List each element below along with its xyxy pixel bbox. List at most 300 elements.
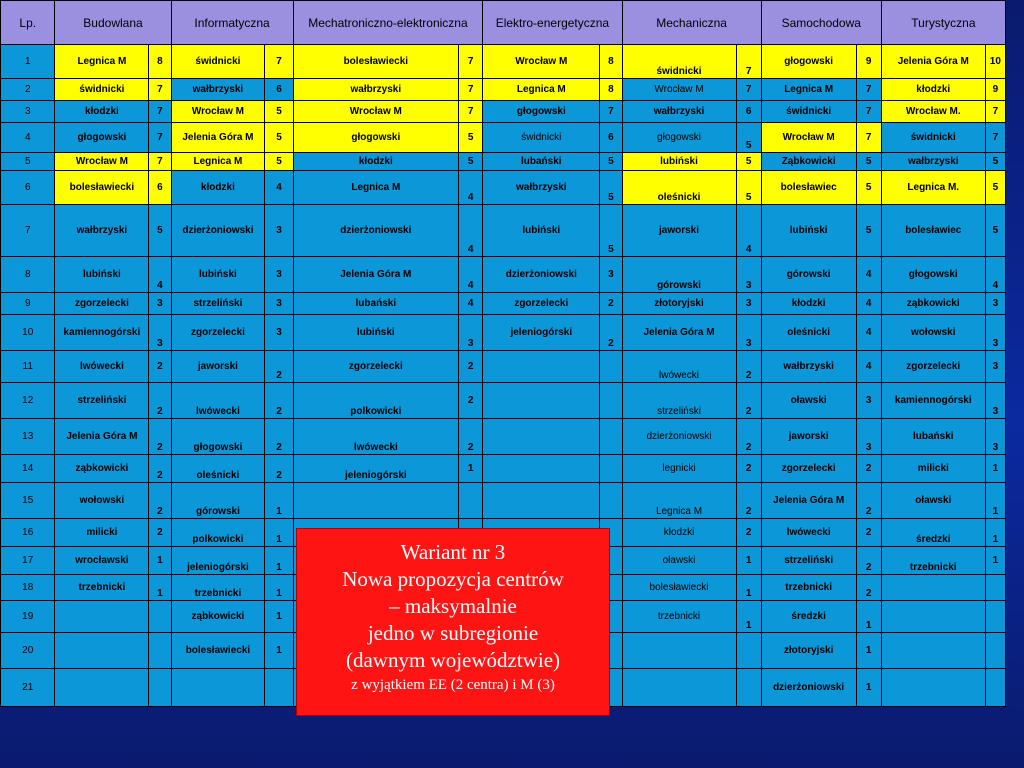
row-number: 13: [1, 419, 55, 455]
subregion-cell: polkowicki: [293, 383, 458, 419]
variant-note-box: [296, 528, 610, 716]
score-cell: 3: [459, 315, 483, 351]
subregion-cell: Wrocław M: [55, 153, 149, 171]
row-number: 6: [1, 171, 55, 205]
score-cell: 1: [459, 455, 483, 483]
subregion-cell: bolesławiec: [761, 171, 856, 205]
score-cell: 6: [149, 171, 171, 205]
score-cell: 1: [985, 483, 1005, 519]
score-cell: 2: [736, 519, 761, 547]
subregion-cell: [483, 483, 600, 519]
subregion-cell: lubiński: [55, 257, 149, 293]
subregion-cell: jeleniogórski: [483, 315, 600, 351]
subregion-cell: głogowski: [622, 123, 736, 153]
score-cell: 1: [265, 601, 293, 633]
header-samochodowa: Samochodowa: [761, 1, 881, 45]
subregion-cell: zgorzelecki: [881, 351, 985, 383]
score-cell: 7: [459, 101, 483, 123]
score-cell: 2: [600, 293, 622, 315]
subregion-cell: oleśnicki: [171, 455, 265, 483]
note-line-5: (dawnym województwie): [345, 648, 561, 672]
row-number: 10: [1, 315, 55, 351]
subregion-cell: trzebnicki: [622, 601, 736, 633]
subregion-cell: lubiński: [761, 205, 856, 257]
score-cell: 1: [856, 633, 881, 669]
score-cell: 7: [149, 123, 171, 153]
score-cell: 5: [459, 123, 483, 153]
score-cell: [265, 669, 293, 707]
subregion-cell: głogowski: [55, 123, 149, 153]
subregion-cell: wrocławski: [55, 547, 149, 575]
subregion-cell: świdnicki: [483, 123, 600, 153]
score-cell: 3: [149, 315, 171, 351]
subregion-cell: lwówecki: [622, 351, 736, 383]
subregion-cell: Jelenia Góra M: [622, 315, 736, 351]
score-cell: [600, 483, 622, 519]
subregion-cell: świdnicki: [761, 101, 856, 123]
subregion-cell: kłodzki: [293, 153, 458, 171]
subregion-cell: oławski: [881, 483, 985, 519]
row-number: 1: [1, 45, 55, 79]
score-cell: 3: [149, 293, 171, 315]
subregion-cell: dzierżoniowski: [761, 669, 856, 707]
subregion-cell: zgorzelecki: [55, 293, 149, 315]
note-line-4: jedno w subregionie: [367, 621, 539, 645]
subregion-cell: zgorzelecki: [483, 293, 600, 315]
subregion-cell: Jelenia Góra M: [881, 45, 985, 79]
subregion-cell: bolesławiecki: [171, 633, 265, 669]
subregion-cell: [55, 633, 149, 669]
subregion-cell: kłodzki: [55, 101, 149, 123]
subregion-cell: bolesławiecki: [622, 575, 736, 601]
subregion-cell: Legnica M: [761, 79, 856, 101]
subregion-cell: [881, 669, 985, 707]
score-cell: 2: [265, 419, 293, 455]
subregion-cell: Jelenia Góra M: [171, 123, 265, 153]
score-cell: 1: [856, 601, 881, 633]
score-cell: 1: [736, 547, 761, 575]
note-line-3: – maksymalnie: [389, 594, 517, 618]
row-number: 15: [1, 483, 55, 519]
subregion-cell: wałbrzyski: [483, 171, 600, 205]
score-cell: 4: [736, 205, 761, 257]
table-row: [1, 483, 1006, 519]
subregion-cell: oleśnicki: [761, 315, 856, 351]
score-cell: 5: [149, 205, 171, 257]
subregion-cell: średzki: [761, 601, 856, 633]
score-cell: 1: [985, 547, 1005, 575]
score-cell: 3: [736, 257, 761, 293]
score-cell: [985, 633, 1005, 669]
score-cell: 2: [856, 575, 881, 601]
score-cell: 2: [459, 351, 483, 383]
score-cell: 2: [149, 351, 171, 383]
subregion-cell: lubiński: [622, 153, 736, 171]
subregion-cell: Legnica M: [622, 483, 736, 519]
subregion-cell: kłodzki: [171, 171, 265, 205]
table-row: [1, 383, 1006, 419]
subregion-cell: Ząbkowicki: [761, 153, 856, 171]
subregion-cell: średzki: [881, 519, 985, 547]
subregion-cell: zgorzelecki: [761, 455, 856, 483]
score-cell: [736, 669, 761, 707]
score-cell: 5: [985, 153, 1005, 171]
score-cell: 2: [856, 519, 881, 547]
subregion-cell: lwówecki: [55, 351, 149, 383]
row-number: 19: [1, 601, 55, 633]
subregion-cell: świdnicki: [622, 45, 736, 79]
score-cell: 4: [459, 171, 483, 205]
score-cell: 2: [736, 483, 761, 519]
score-cell: 3: [985, 383, 1005, 419]
table-row: [1, 257, 1006, 293]
score-cell: 1: [265, 547, 293, 575]
score-cell: 3: [600, 257, 622, 293]
subregion-cell: Wrocław M: [622, 79, 736, 101]
subregion-cell: [483, 419, 600, 455]
subregion-cell: jeleniogórski: [293, 455, 458, 483]
subregion-cell: bolesławiecki: [55, 171, 149, 205]
subregion-cell: głogowski: [483, 101, 600, 123]
row-number: 7: [1, 205, 55, 257]
score-cell: 1: [265, 519, 293, 547]
score-cell: [985, 669, 1005, 707]
subregion-cell: górowski: [171, 483, 265, 519]
score-cell: 3: [736, 293, 761, 315]
subregion-cell: oleśnicki: [622, 171, 736, 205]
score-cell: 7: [856, 101, 881, 123]
subregion-cell: wałbrzyski: [171, 79, 265, 101]
subregion-cell: kamiennogórski: [55, 315, 149, 351]
subregion-cell: [881, 575, 985, 601]
subregion-cell: świdnicki: [55, 79, 149, 101]
subregion-cell: wałbrzyski: [622, 101, 736, 123]
subregion-cell: Wrocław M: [761, 123, 856, 153]
subregion-cell: ząbkowicki: [881, 293, 985, 315]
header-budowlana: Budowlana: [55, 1, 171, 45]
score-cell: [149, 669, 171, 707]
score-cell: 5: [856, 205, 881, 257]
score-cell: 1: [265, 633, 293, 669]
score-cell: 8: [600, 45, 622, 79]
subregion-cell: Legnica M.: [881, 171, 985, 205]
score-cell: 10: [985, 45, 1005, 79]
subregion-cell: Wrocław M: [171, 101, 265, 123]
score-cell: 1: [985, 455, 1005, 483]
subregion-cell: strzeliński: [622, 383, 736, 419]
score-cell: 4: [149, 257, 171, 293]
score-cell: 2: [149, 383, 171, 419]
subregion-cell: [622, 669, 736, 707]
subregion-cell: milicki: [55, 519, 149, 547]
table-row: [1, 123, 1006, 153]
row-number: 5: [1, 153, 55, 171]
score-cell: [149, 601, 171, 633]
subregion-cell: kłodzki: [622, 519, 736, 547]
subregion-cell: Wrocław M: [293, 101, 458, 123]
score-cell: 4: [459, 257, 483, 293]
score-cell: 5: [736, 153, 761, 171]
score-cell: [736, 633, 761, 669]
subregion-cell: [55, 669, 149, 707]
score-cell: 7: [265, 45, 293, 79]
score-cell: 5: [265, 123, 293, 153]
score-cell: 5: [600, 153, 622, 171]
subregion-cell: zgorzelecki: [293, 351, 458, 383]
subregion-cell: dzierżoniowski: [171, 205, 265, 257]
score-cell: 2: [149, 519, 171, 547]
score-cell: 3: [265, 205, 293, 257]
score-cell: 7: [985, 123, 1005, 153]
row-number: 4: [1, 123, 55, 153]
subregion-cell: trzebnicki: [881, 547, 985, 575]
subregion-cell: jaworski: [761, 419, 856, 455]
score-cell: 2: [736, 455, 761, 483]
subregion-cell: bolesławiecki: [293, 45, 458, 79]
subregion-cell: górowski: [622, 257, 736, 293]
score-cell: 6: [600, 123, 622, 153]
subregion-cell: Legnica M: [55, 45, 149, 79]
subregion-cell: wałbrzyski: [881, 153, 985, 171]
subregion-cell: Legnica M: [171, 153, 265, 171]
score-cell: [985, 575, 1005, 601]
subregion-cell: lubiński: [171, 257, 265, 293]
score-cell: [600, 351, 622, 383]
table-row: [1, 419, 1006, 455]
score-cell: 4: [459, 293, 483, 315]
score-cell: 4: [459, 205, 483, 257]
row-number: 17: [1, 547, 55, 575]
score-cell: 1: [149, 547, 171, 575]
subregion-cell: [55, 601, 149, 633]
subregion-cell: ząbkowicki: [171, 601, 265, 633]
subregion-cell: Legnica M: [483, 79, 600, 101]
row-number: 8: [1, 257, 55, 293]
score-cell: 8: [600, 79, 622, 101]
score-cell: 7: [736, 45, 761, 79]
subregion-cell: oławski: [622, 547, 736, 575]
score-cell: [459, 483, 483, 519]
score-cell: 4: [856, 351, 881, 383]
subregion-cell: kłodzki: [761, 293, 856, 315]
row-number: 14: [1, 455, 55, 483]
table-row: [1, 45, 1006, 79]
score-cell: 5: [600, 205, 622, 257]
subregion-cell: wałbrzyski: [761, 351, 856, 383]
subregion-cell: oławski: [761, 383, 856, 419]
score-cell: 3: [265, 315, 293, 351]
score-cell: 6: [736, 101, 761, 123]
header-mechaniczna: Mechaniczna: [622, 1, 761, 45]
subregion-cell: dzierżoniowski: [622, 419, 736, 455]
row-number: 3: [1, 101, 55, 123]
subregion-cell: strzeliński: [55, 383, 149, 419]
score-cell: 7: [459, 45, 483, 79]
subregion-cell: [881, 633, 985, 669]
subregion-cell: bolesławiec: [881, 205, 985, 257]
header-elektroenergetyczna: Elektro-energetyczna: [483, 1, 622, 45]
score-cell: 2: [600, 315, 622, 351]
score-cell: 7: [736, 79, 761, 101]
score-cell: 2: [736, 419, 761, 455]
subregion-cell: lwówecki: [293, 419, 458, 455]
subregion-cell: strzeliński: [761, 547, 856, 575]
score-cell: 2: [736, 351, 761, 383]
subregion-cell: górowski: [761, 257, 856, 293]
subregion-cell: Legnica M: [293, 171, 458, 205]
score-cell: 2: [149, 455, 171, 483]
subregion-cell: lubiński: [483, 205, 600, 257]
header-informatyczna: Informatyczna: [171, 1, 293, 45]
subregion-cell: jaworski: [171, 351, 265, 383]
subregion-cell: [483, 455, 600, 483]
subregion-cell: lubański: [293, 293, 458, 315]
subregion-cell: wałbrzyski: [293, 79, 458, 101]
score-cell: 1: [856, 669, 881, 707]
score-cell: 2: [459, 383, 483, 419]
score-cell: 1: [985, 519, 1005, 547]
table-row: [1, 101, 1006, 123]
score-cell: 5: [856, 153, 881, 171]
score-cell: 2: [459, 419, 483, 455]
subregion-cell: lwówecki: [171, 383, 265, 419]
row-number: 9: [1, 293, 55, 315]
score-cell: 7: [985, 101, 1005, 123]
score-cell: 3: [985, 419, 1005, 455]
table-row: [1, 171, 1006, 205]
score-cell: [149, 633, 171, 669]
subregion-cell: [293, 483, 458, 519]
subregion-cell: trzebnicki: [171, 575, 265, 601]
score-cell: 2: [149, 419, 171, 455]
score-cell: 2: [856, 547, 881, 575]
score-cell: 1: [265, 483, 293, 519]
subregion-cell: [483, 383, 600, 419]
score-cell: 4: [856, 315, 881, 351]
score-cell: 3: [736, 315, 761, 351]
subregion-cell: [881, 601, 985, 633]
header-turystyczna: Turystyczna: [881, 1, 1005, 45]
note-line-6: z wyjątkiem EE (2 centra) i M (3): [351, 677, 555, 693]
score-cell: 3: [856, 419, 881, 455]
subregion-cell: lubański: [881, 419, 985, 455]
subregion-cell: [171, 669, 265, 707]
header-lp: Lp.: [1, 1, 55, 45]
score-cell: 2: [149, 483, 171, 519]
score-cell: 9: [985, 79, 1005, 101]
row-number: 16: [1, 519, 55, 547]
score-cell: 2: [856, 483, 881, 519]
subregion-cell: lubański: [483, 153, 600, 171]
score-cell: [985, 601, 1005, 633]
subregion-cell: milicki: [881, 455, 985, 483]
row-number: 20: [1, 633, 55, 669]
score-cell: 5: [856, 171, 881, 205]
subregion-cell: legnicki: [622, 455, 736, 483]
score-cell: 7: [856, 79, 881, 101]
subregion-cell: głogowski: [881, 257, 985, 293]
score-cell: 3: [856, 383, 881, 419]
subregion-cell: złotoryjski: [761, 633, 856, 669]
score-cell: 2: [265, 383, 293, 419]
subregion-cell: głogowski: [171, 419, 265, 455]
table-row: [1, 455, 1006, 483]
subregion-cell: polkowicki: [171, 519, 265, 547]
subregion-cell: lubiński: [293, 315, 458, 351]
score-cell: 1: [265, 575, 293, 601]
score-cell: 3: [265, 257, 293, 293]
score-cell: 3: [265, 293, 293, 315]
subregion-cell: złotoryjski: [622, 293, 736, 315]
score-cell: 7: [149, 79, 171, 101]
score-cell: 3: [985, 351, 1005, 383]
subregion-cell: wołowski: [55, 483, 149, 519]
score-cell: 5: [985, 171, 1005, 205]
subregion-cell: Wrocław M: [483, 45, 600, 79]
score-cell: 5: [985, 205, 1005, 257]
score-cell: 5: [736, 171, 761, 205]
table-row: [1, 315, 1006, 351]
subregion-cell: wołowski: [881, 315, 985, 351]
subregion-cell: lwówecki: [761, 519, 856, 547]
score-cell: 1: [149, 575, 171, 601]
score-cell: 1: [736, 601, 761, 633]
table-row: [1, 351, 1006, 383]
score-cell: 5: [736, 123, 761, 153]
score-cell: 2: [265, 455, 293, 483]
score-cell: 1: [736, 575, 761, 601]
score-cell: 2: [856, 455, 881, 483]
subregion-cell: [622, 633, 736, 669]
score-cell: [600, 419, 622, 455]
score-cell: 4: [856, 293, 881, 315]
score-cell: 7: [149, 153, 171, 171]
subregion-cell: kamiennogórski: [881, 383, 985, 419]
table-row: [1, 79, 1006, 101]
score-cell: 4: [985, 257, 1005, 293]
score-cell: 9: [856, 45, 881, 79]
subregion-cell: świdnicki: [881, 123, 985, 153]
subregion-cell: Jelenia Góra M: [293, 257, 458, 293]
subregion-cell: świdnicki: [171, 45, 265, 79]
subregion-cell: wałbrzyski: [55, 205, 149, 257]
subregion-cell: jaworski: [622, 205, 736, 257]
row-number: 2: [1, 79, 55, 101]
subregion-cell: trzebnicki: [761, 575, 856, 601]
subregion-cell: strzeliński: [171, 293, 265, 315]
subregion-cell: Wrocław M.: [881, 101, 985, 123]
table-row: [1, 205, 1006, 257]
subregion-cell: głogowski: [293, 123, 458, 153]
score-cell: [600, 455, 622, 483]
score-cell: 3: [985, 315, 1005, 351]
subregion-cell: dzierżoniowski: [293, 205, 458, 257]
row-number: 18: [1, 575, 55, 601]
table-row: [1, 293, 1006, 315]
subregion-cell: głogowski: [761, 45, 856, 79]
score-cell: 6: [265, 79, 293, 101]
row-number: 21: [1, 669, 55, 707]
row-number: 12: [1, 383, 55, 419]
subregion-cell: jeleniogórski: [171, 547, 265, 575]
score-cell: 5: [265, 153, 293, 171]
note-line-2: Nowa propozycja centrów: [342, 567, 564, 591]
header-row: [1, 1, 1006, 45]
score-cell: [600, 383, 622, 419]
subregion-cell: trzebnicki: [55, 575, 149, 601]
subregion-cell: [483, 351, 600, 383]
score-cell: 3: [985, 293, 1005, 315]
